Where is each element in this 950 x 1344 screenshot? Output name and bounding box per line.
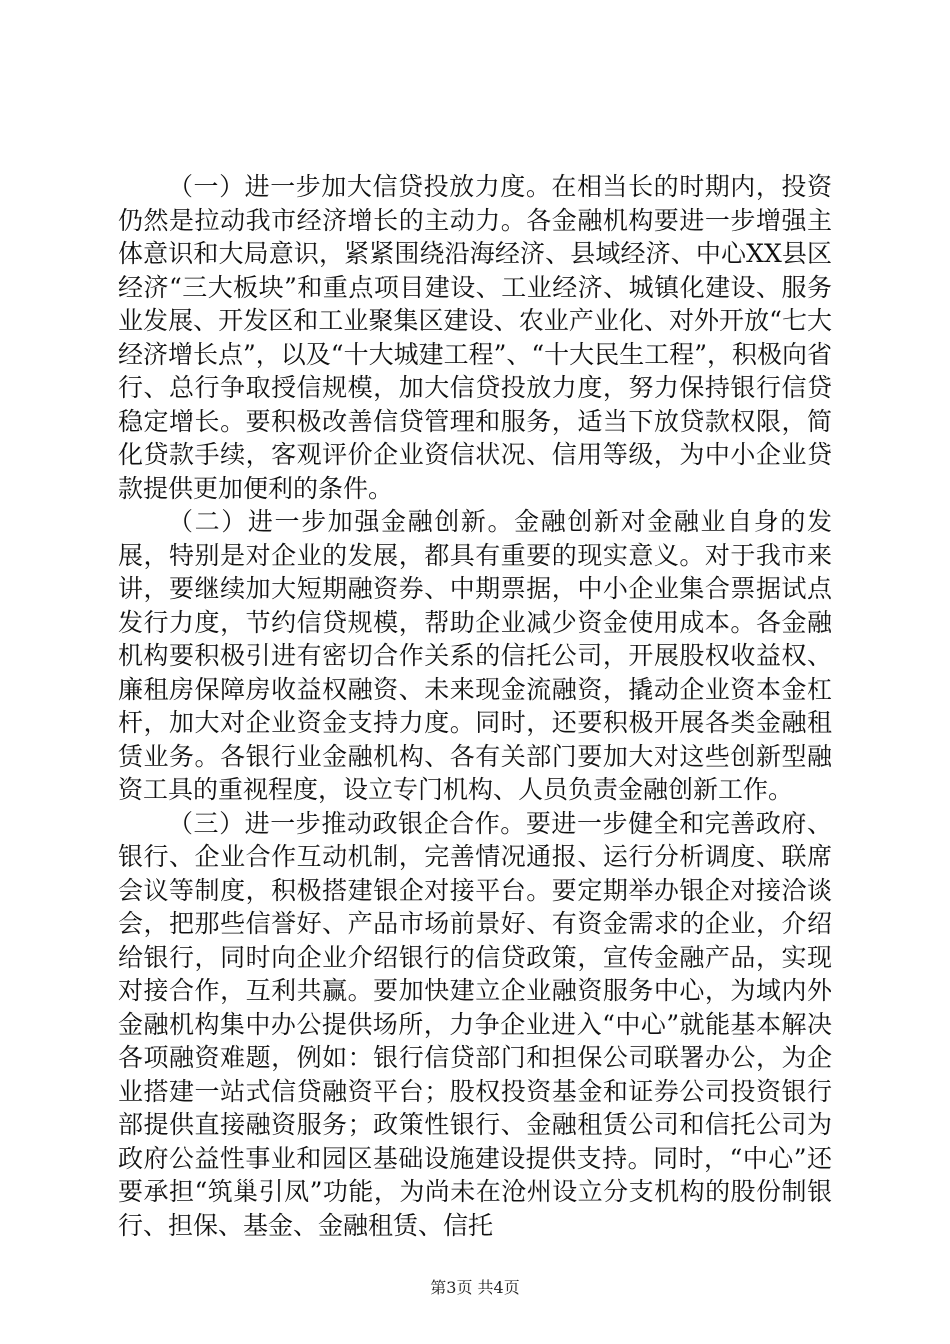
paragraph-credit: （一）进一步加大信贷投放力度。在相当长的时期内，投资仍然是拉动我市经济增长的主动力。各金融机构要进一步增强主体意识和大局意识，紧紧围绕沿海经济、县域经济、中心XX县区经济“三大板块”和重点项目建设、工业经济、城镇化建设、服务业发展、开发区和工业聚集区建设、农业产业化、对外开放“七大经济增长点”，以及“十大城建工程”、“十大民生工程”，积极向省行、总行争取授信规模，加大信贷投放力度，努力保持银行信贷稳定增长。要积极改善信贷管理和服务，适当下放贷款权限，简化贷款手续，客观评价企业资信状况、信用等级，为中小企业贷款提供更加便利的条件。 [118, 172, 832, 503]
document-body [118, 170, 832, 1242]
paragraph-cooperation: （三）进一步推动政银企合作。要进一步健全和完善政府、银行、企业合作互动机制，完善情况通报、运行分析调度、联席会议等制度，积极搭建银企对接平台。要定期举办银企对接洽谈会，把那些信誉好、产品市场前景好、有资金需求的企业，介绍给银行，同时向企业介绍银行的信贷政策，宣传金融产品，实现对接合作，互利共赢。要加快建立企业融资服务中心，为域内外金融机构集中办公提供场所，力争企业进入“中心”就能基本解决各项融资难题，例如：银行信贷部门和担保公司联署办公，为企业搭建一站式信贷融资平台；股权投资基金和证券公司投资银行部提供直接融资服务；政策性银行、金融租赁公司和信托公司为政府公益性事业和园区基础设施建设提供支持。同时，“中心”还要承担“筑巢引凤”功能，为尚未在沧州设立分支机构的股份制银行、担保、基金、金融租赁、信托 [118, 808, 832, 1240]
page-footer: 第3页 共4页 [430, 1278, 520, 1297]
paragraph-innovation: （二）进一步加强金融创新。金融创新对金融业自身的发展，特别是对企业的发展，都具有重要的现实意义。对于我市来讲，要继续加大短期融资券、中期票据，中小企业集合票据试点发行力度，节约信贷规模，帮助企业减少资金使用成本。各金融机构要积极引进有密切合作关系的信托公司，开展股权收益权、廉租房保障房收益权融资、未来现金流融资，撬动企业资本金杠杆，加大对企业资金支持力度。同时，还要积极开展各类金融租赁业务。各银行业金融机构、各有关部门要加大对这些创新型融资工具的重视程度，设立专门机构、人员负责金融创新工作。 [118, 507, 832, 804]
